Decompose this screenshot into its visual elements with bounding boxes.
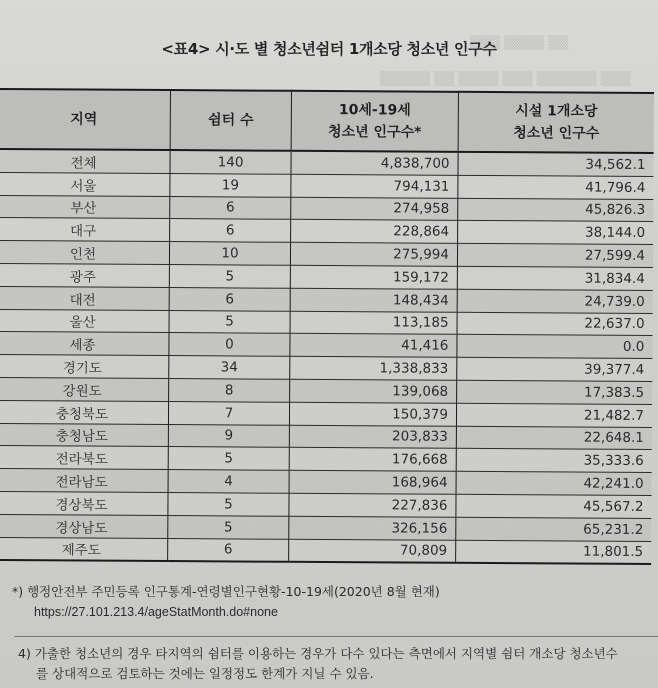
cell-per-facility: 34,562.1: [458, 152, 654, 176]
header-shelters: 쉼터 수: [170, 90, 291, 151]
cell-per-facility: 38,144.0: [458, 221, 654, 245]
cell-population: 139,068: [290, 379, 457, 403]
cell-region: 경기도: [0, 355, 169, 379]
cell-shelters: 6: [168, 538, 289, 562]
cell-population: 150,379: [289, 402, 456, 426]
cell-population: 227,836: [289, 493, 456, 517]
header-population-line2: 청소년 인구수*: [328, 124, 422, 141]
cell-population: 228,864: [291, 220, 458, 244]
header-per-facility: [458, 92, 654, 153]
cell-population: 274,958: [291, 197, 458, 221]
cell-shelters: 5: [168, 447, 289, 471]
cell-shelters: 19: [170, 173, 291, 197]
cell-region: 경상북도: [0, 491, 168, 515]
cell-shelters: 6: [170, 219, 291, 243]
youth-shelter-table: [0, 88, 654, 565]
cell-population: 168,964: [289, 470, 456, 494]
cell-region: 제주도: [0, 537, 168, 561]
cell-region: 대구: [0, 218, 170, 242]
cell-per-facility: 39,377.4: [457, 357, 653, 381]
cell-shelters: 140: [170, 150, 291, 174]
cell-region: 세종: [0, 332, 169, 356]
cell-shelters: 4: [168, 470, 289, 494]
cell-region: 강원도: [0, 377, 169, 401]
cell-per-facility: 45,826.3: [458, 198, 654, 222]
cell-population: 176,668: [289, 448, 456, 472]
cell-region: 부산: [0, 195, 170, 219]
cell-per-facility: 21,482.7: [456, 403, 652, 427]
cell-population: 4,838,700: [291, 151, 458, 175]
cell-per-facility: 65,231.2: [456, 517, 652, 541]
cell-per-facility: 31,834.4: [457, 266, 653, 290]
cell-per-facility: 24,739.0: [457, 289, 653, 313]
cell-per-facility: 22,648.1: [456, 426, 652, 450]
cell-per-facility: 42,241.0: [456, 471, 652, 495]
table-row: [0, 537, 651, 564]
cell-population: 148,434: [290, 288, 457, 312]
cell-population: 113,185: [290, 311, 457, 335]
cell-shelters: 5: [169, 265, 290, 289]
cell-region: 경상남도: [0, 514, 168, 538]
note-4-line1: 4) 가출한 청소년의 경우 타지역의 쉼터를 이용하는 경우가 다수 있다는 측면에서 지역별 쉼터 개소당 청소년수: [18, 646, 618, 661]
header-population-line1: 10세-19세: [338, 102, 411, 119]
cell-population: 794,131: [291, 174, 458, 198]
table-header-row: [0, 89, 654, 153]
cell-per-facility: 45,567.2: [456, 494, 652, 518]
cell-population: 203,833: [289, 425, 456, 449]
cell-shelters: 6: [169, 287, 290, 311]
cell-shelters: 6: [170, 196, 291, 220]
source-url: https://27.101.213.4/ageStatMonth.do#none: [34, 605, 278, 619]
bleed-through-text: ▒▒▒▒▒ ▒▒ ▒▒▒▒ ▒▒▒ ▒▒▒▒▒▒ ▒▒▒: [380, 72, 631, 87]
cell-population: 41,416: [290, 334, 457, 358]
cell-shelters: 10: [169, 242, 290, 266]
cell-shelters: 5: [168, 515, 289, 539]
note-4: [18, 644, 654, 684]
header-region: 지역: [0, 89, 170, 150]
cell-per-facility: 0.0: [457, 335, 653, 359]
header-per-facility-line1: 시설 1개소당: [515, 103, 598, 120]
cell-per-facility: 17,383.5: [457, 380, 653, 404]
cell-population: 326,156: [289, 516, 456, 540]
cell-per-facility: 11,801.5: [456, 540, 652, 564]
cell-region: 충청남도: [0, 423, 168, 447]
cell-per-facility: 22,637.0: [457, 312, 653, 336]
section-divider: [14, 636, 658, 637]
header-per-facility-line2: 청소년 인구수: [513, 125, 600, 142]
cell-population: 70,809: [289, 539, 456, 563]
cell-shelters: 8: [169, 379, 290, 403]
bleed-through-text: ▒▒▒ ▒▒▒▒ ▒▒: [470, 36, 569, 51]
cell-region: 대전: [0, 286, 169, 310]
cell-region: 전라남도: [0, 469, 168, 493]
cell-per-facility: 35,333.6: [456, 449, 652, 473]
cell-shelters: 7: [168, 401, 289, 425]
source-footnote: [12, 582, 440, 622]
source-text: *) 행정안전부 주민등록 인구통계-연령별인구현황-10-19세(2020년 8월 현재): [12, 584, 440, 599]
cell-region: 서울: [0, 172, 170, 196]
cell-shelters: 34: [169, 356, 290, 380]
cell-per-facility: 41,796.4: [458, 175, 654, 199]
cell-population: 1,338,833: [290, 356, 457, 380]
cell-per-facility: 27,599.4: [457, 243, 653, 267]
note-4-line2: 를 상대적으로 검토하는 것에는 일정정도 한계가 지닐 수 있음.: [36, 666, 374, 681]
cell-region: 충청북도: [0, 400, 169, 424]
cell-region: 전체: [0, 149, 170, 173]
cell-shelters: 5: [169, 310, 290, 334]
cell-shelters: 0: [169, 333, 290, 357]
cell-region: 인천: [0, 241, 170, 265]
cell-population: 275,994: [290, 242, 457, 266]
header-population: [291, 91, 458, 152]
cell-region: 울산: [0, 309, 169, 333]
cell-shelters: 5: [168, 492, 289, 516]
cell-population: 159,172: [290, 265, 457, 289]
table-title: <표4> 시·도 별 청소년쉼터 1개소당 청소년 인구수: [161, 40, 497, 58]
cell-region: 전라북도: [0, 446, 168, 470]
cell-region: 광주: [0, 263, 169, 287]
cell-shelters: 9: [168, 424, 289, 448]
